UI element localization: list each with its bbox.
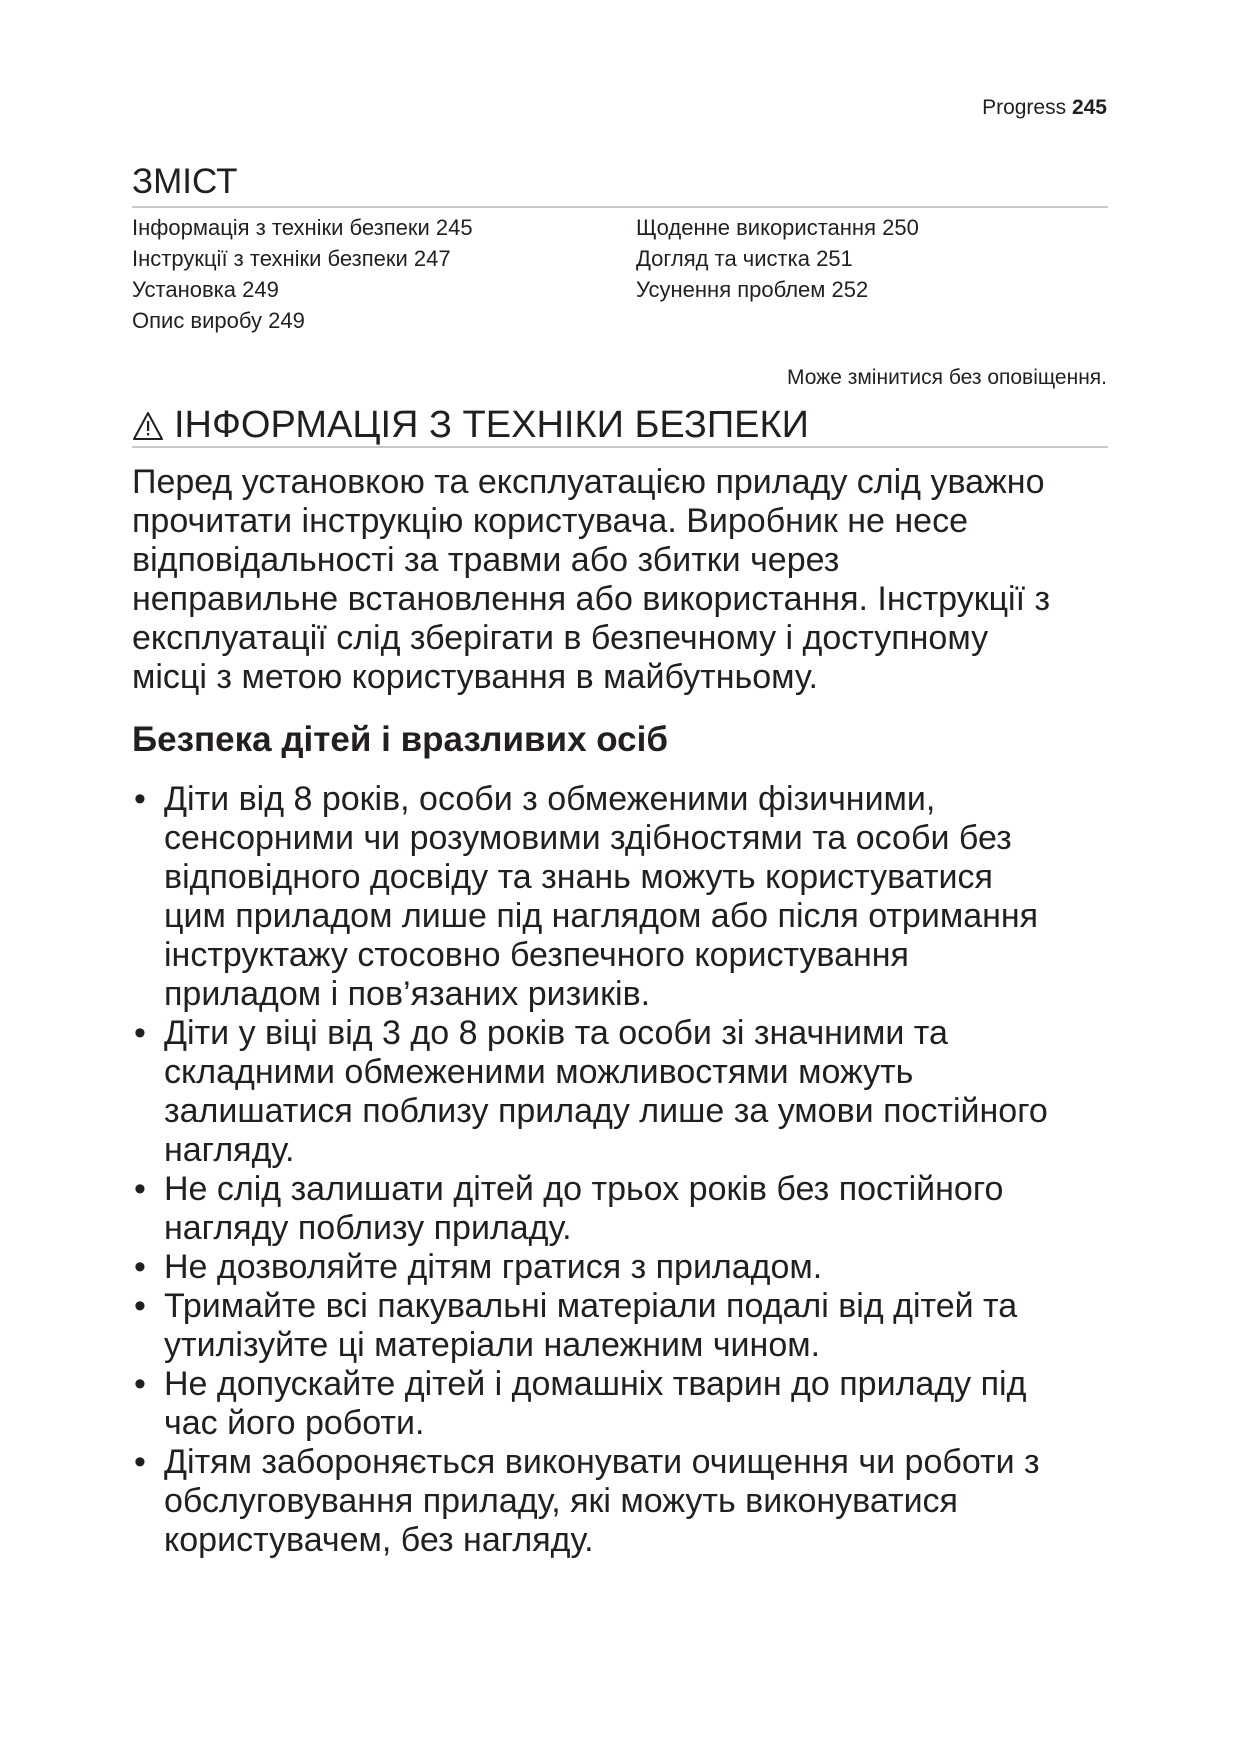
page-header xyxy=(982,96,1107,120)
bullet-line: нагляду. xyxy=(164,1131,295,1169)
change-notice: Може змінитися без оповіщення. xyxy=(787,366,1107,389)
bullet-marker: • xyxy=(134,1287,146,1325)
bullet-item xyxy=(132,1365,1122,1443)
toc-entry[interactable]: Щоденне використання 250 xyxy=(636,215,919,240)
bullet-marker: • xyxy=(134,1443,146,1481)
bullet-line: інструктажу стосовно безпечного користування xyxy=(164,936,909,974)
bullet-item xyxy=(132,1443,1122,1560)
toc-entry[interactable]: Установка 249 xyxy=(132,277,279,302)
bullet-line: Тримайте всі пакувальні матеріали подалі від дітей та xyxy=(164,1287,1018,1325)
bullet-line: користувачем, без нагляду. xyxy=(164,1521,594,1559)
bullet-item xyxy=(132,1287,1122,1365)
bullet-line: Не дозволяйте дітям гратися з приладом. xyxy=(164,1248,823,1286)
warning-triangle-icon xyxy=(132,411,164,441)
subsection-title: Безпека дітей і вразливих осіб xyxy=(132,720,668,759)
intro-line: неправильне встановлення або використання. Інструкції з xyxy=(132,580,1051,618)
bullet-line: Діти від 8 років, особи з обмеженими фізичними, xyxy=(164,780,936,818)
bullet-line: утилізуйте ці матеріали належним чином. xyxy=(164,1326,821,1364)
bullet-item xyxy=(132,1014,1122,1170)
bullet-marker: • xyxy=(134,1170,146,1208)
intro-line: експлуатації слід зберігати в безпечному і доступному xyxy=(132,619,989,657)
bullet-marker: • xyxy=(134,1365,146,1403)
bullet-marker: • xyxy=(134,1014,146,1052)
intro-paragraph xyxy=(132,463,1122,697)
bullet-line: сенсорними чи розумовими здібностями та особи без xyxy=(164,819,1012,857)
toc-entry[interactable]: Опис виробу 249 xyxy=(132,308,305,333)
bullet-line: цим приладом лише під наглядом або після отримання xyxy=(164,897,1039,935)
bullet-line: складними обмеженими можливостями можуть xyxy=(164,1053,914,1091)
toc-title: ЗМІСТ xyxy=(132,162,238,201)
bullet-line: Не слід залишати дітей до трьох років без постійного xyxy=(164,1170,1004,1208)
safety-bullet-list xyxy=(132,780,1122,1560)
intro-line: прочитати інструкцію користувача. Виробник не несе xyxy=(132,502,968,540)
bullet-line: відповідного досвіду та знань можуть користуватися xyxy=(164,858,993,896)
bullet-marker: • xyxy=(134,1248,146,1286)
toc-entry[interactable]: Інструкції з техніки безпеки 247 xyxy=(132,246,451,271)
toc-entry[interactable]: Догляд та чистка 251 xyxy=(636,246,853,271)
bullet-line: Дітям забороняється виконувати очищення чи роботи з xyxy=(164,1443,1040,1481)
intro-line: відповідальності за травми або збитки через xyxy=(132,541,840,579)
bullet-item xyxy=(132,780,1122,1014)
bullet-line: Діти у віці від 3 до 8 років та особи зі значними та xyxy=(164,1014,948,1052)
bullet-line: час його роботи. xyxy=(164,1404,425,1442)
brand-name: Progress xyxy=(982,96,1067,119)
bullet-marker: • xyxy=(134,780,146,818)
section-divider xyxy=(132,446,1108,448)
bullet-line: обслуговування приладу, які можуть виконуватися xyxy=(164,1482,958,1520)
toc-entry[interactable]: Усунення проблем 252 xyxy=(636,277,869,302)
bullet-item xyxy=(132,1170,1122,1248)
table-of-contents xyxy=(132,212,1108,336)
page-number: 245 xyxy=(1071,96,1107,119)
toc-entry[interactable]: Інформація з техніки безпеки 245 xyxy=(132,215,473,240)
toc-divider xyxy=(132,206,1108,208)
section-title xyxy=(132,404,809,447)
intro-line: місці з метою користування в майбутньому. xyxy=(132,658,818,696)
intro-line: Перед установкою та експлуатацією приладу слід уважно xyxy=(132,463,1045,501)
bullet-line: приладом і пов’язаних ризиків. xyxy=(164,975,651,1013)
bullet-line: нагляду поблизу приладу. xyxy=(164,1209,572,1247)
section-title-text: ІНФОРМАЦІЯ З ТЕХНІКИ БЕЗПЕКИ xyxy=(174,404,809,446)
bullet-line: Не допускайте дітей і домашніх тварин до приладу під xyxy=(164,1365,1027,1403)
bullet-item xyxy=(132,1248,1122,1287)
bullet-line: залишатися поблизу приладу лише за умови постійного xyxy=(164,1092,1048,1130)
